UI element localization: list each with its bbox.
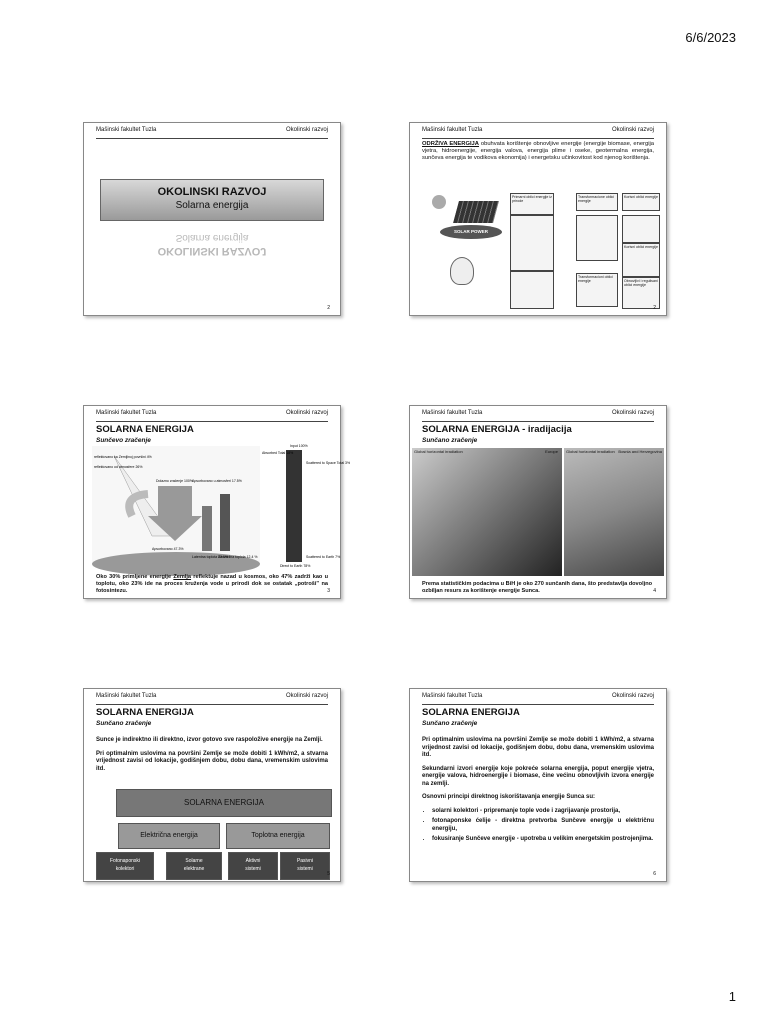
title-banner <box>100 179 324 221</box>
svg-text:Dolazno zračenje 100%: Dolazno zračenje 100% <box>156 479 193 483</box>
map-title: Global horizontal irradiation <box>566 449 615 454</box>
slide-number: 4 <box>653 588 656 594</box>
flow-box: Transformacione oblici energije <box>576 193 618 211</box>
flow-box <box>622 215 660 243</box>
list-item: • fotonaponske ćelije - direktna pretvorba Sunčeve energije u električnu energiju, <box>432 818 654 833</box>
slide-text: ODRŽIVA ENERGIJA obuhvata korištenje obnovljive energije (energije biomase, energija vjetra, hidroenergije, energija valova, energija plime i oseke, geotermalna energija, sunčeva energija te vodikova ekonomija) i energetsku učinkovitost kod njenog korištenja. <box>422 141 655 161</box>
diagram-leaf: Solarne elektrane <box>166 852 222 880</box>
europe-irradiation-map <box>412 448 562 576</box>
slide-header: Mašinski fakultet Tuzla Okolinski razvoj <box>422 127 654 139</box>
slide-title: SOLARNA ENERGIJA - iradijacija <box>422 424 572 435</box>
bih-irradiation-map <box>564 448 664 576</box>
flow-box <box>510 271 554 309</box>
svg-text:Input 100%: Input 100% <box>290 444 308 448</box>
energy-balance-diagram <box>92 446 260 566</box>
solar-panel-icon <box>453 201 499 223</box>
bullet-list <box>422 808 654 844</box>
map-region: Bosnia and Herzegovina <box>618 449 662 454</box>
map-title: Global horizontal irradiation <box>414 449 463 454</box>
slide-title: OKOLINSKI RAZVOJ <box>157 186 267 198</box>
zemlja-link[interactable]: Zemlja <box>173 574 192 580</box>
flow-box: Transformacioni oblici energije <box>576 273 618 307</box>
print-date: 6/6/2023 <box>685 30 736 45</box>
svg-text:Senzibilna toplota 12.4 %: Senzibilna toplota 12.4 % <box>218 555 258 559</box>
flow-box <box>510 215 554 271</box>
list-item: • fokusiranje Sunčeve energije - upotreba u velikim energetskim postrojenjima. <box>432 836 654 844</box>
slide-3 <box>83 405 351 599</box>
slide-text: Pri optimalnim uslovima na površini Zemlje se može dobiti 1 kWh/m2, a stvarna vrijednost zavisi od lokacije, godišnjem dobu, dobu dana, vremenskim uslovima itd. Sekundarni izvori energije koje pokreće solarna energija, poput energije vjetra, energije valova, hidroenergije i biomase, čine većinu obnovljivih izvora energije na zemlji. Osnovni principi direktnog iskorištavanja energije Sunca su: • solarni kolektori - pripremanje tople vode i zagrijavanje prostorija, • fotonaponske ćelije - direktna pretvorba Sunčeve energije u električnu energiju, • fokusiranje Sunčeve energije - upotreba u velikim energetskim postrojenjima. <box>422 737 654 847</box>
slide-title: SOLARNA ENERGIJA <box>96 424 194 435</box>
diagram-leaf: Pasivni sistemi <box>280 852 330 880</box>
slide-text: Sunce je indirektno ili direktno, izvor gotovo sve raspoložive energije na Zemlji. Pri optimalnim uslovima na površini Zemlje se može dobiti 1 kWh/m2, a stvarna vrijednost zavisi od lokacije, godišnjem dobu, dobu dana, vremenskim uslovima itd. <box>96 737 328 772</box>
slide-number: 2 <box>653 305 656 311</box>
solar-panel-illustration <box>426 195 506 249</box>
slide-header: Mašinski fakultet Tuzla Okolinski razvoj <box>422 693 654 705</box>
slide-title: SOLARNA ENERGIJA <box>96 707 194 718</box>
flow-box: Obnovljivi i regulisani oblici energije <box>622 277 660 309</box>
svg-text:reflektovano ka Zemljinoj povr: reflektovano ka Zemljinoj površini 4% <box>94 455 152 459</box>
lightbulb-icon <box>450 257 474 285</box>
title-reflection: OKOLINSKI RAZVOJ Solarna energija <box>157 232 267 257</box>
slide-header: Mašinski fakultet Tuzla Okolinski razvoj <box>96 693 328 705</box>
list-item: • solarni kolektori - pripremanje tople vode i zagrijavanje prostorija, <box>432 808 654 816</box>
slide-subtitle: Sunčano zračenje <box>96 720 152 727</box>
slide-6 <box>409 688 667 882</box>
diagram-electric: Električna energija <box>118 823 220 849</box>
slide-number: 5 <box>327 871 330 877</box>
flow-box <box>576 215 618 261</box>
flow-box: Korisni oblici energije <box>622 243 660 277</box>
diagram-leaf: Aktivni sistemi <box>228 852 278 880</box>
svg-text:Direct to Earth 78%: Direct to Earth 78% <box>280 564 311 568</box>
slide-number: 2 <box>327 305 330 311</box>
svg-text:Scattered to Space Total 3%: Scattered to Space Total 3% <box>306 461 351 465</box>
atmosphere-column-diagram <box>262 440 351 568</box>
slide-text: Oko 30% primljene energije Zemlja reflektuje nazad u kosmos, oko 47% zadrži kao u toplotu, oko 23% ide na proces kruženja vode u prirodi dok se ostatak „potroši" na fotosintezu. <box>96 574 328 594</box>
latent-heat-bar <box>202 506 212 551</box>
slide-5 <box>83 688 341 882</box>
svg-text:Latentna toplota 23.5%: Latentna toplota 23.5% <box>192 555 229 559</box>
slide-subtitle: Sunčevo zračenje <box>96 437 151 444</box>
svg-text:reflektovano od atmosfere 26%: reflektovano od atmosfere 26% <box>94 465 143 469</box>
slide-1 <box>83 122 341 316</box>
slide-header: Mašinski fakultet Tuzla Okolinski razvoj <box>96 410 328 422</box>
sun-icon <box>432 195 446 209</box>
atmosphere-column <box>286 450 302 562</box>
flow-box: Primarni oblici energije iz prirode <box>510 193 554 215</box>
flow-box: Korisni oblici energije <box>622 193 660 211</box>
sensible-heat-bar <box>220 494 230 551</box>
slide-subtitle: Sunčano zračenje <box>422 437 478 444</box>
slide-4 <box>409 405 667 599</box>
svg-text:Scattered to Earth 7%: Scattered to Earth 7% <box>306 555 341 559</box>
slide-subtitle: Solarna energija <box>175 200 249 211</box>
diagram-thermal: Toplotna energija <box>226 823 330 849</box>
slide-title: SOLARNA ENERGIJA <box>422 707 520 718</box>
diagram-leaf: Fotonaponski kolektori <box>96 852 154 880</box>
diagram-root: SOLARNA ENERGIJA <box>116 789 332 817</box>
svg-text:Absorbed Total 18%: Absorbed Total 18% <box>262 451 294 455</box>
solar-power-badge: SOLAR POWER <box>440 225 502 239</box>
map-caption: Prema statističkim podacima u BiH je oko 270 sunčanih dana, što predstavlja dovoljno ozbiljan resurs za korištenje energije Sunca. <box>422 581 653 594</box>
slide-subtitle: Sunčano zračenje <box>422 720 478 727</box>
page-number: 1 <box>728 989 736 1004</box>
svg-text:Apsorbovano 47.3%: Apsorbovano 47.3% <box>152 547 184 551</box>
slide-number: 6 <box>653 871 656 877</box>
slide-header: Mašinski fakultet Tuzla Okolinski razvoj <box>422 410 654 422</box>
slide-header: Mašinski fakultet Tuzla Okolinski razvoj <box>96 127 328 139</box>
map-region: Europe <box>545 449 558 454</box>
slide-number: 3 <box>327 588 330 594</box>
svg-text:Apsorbovano u atmosferi 17.5%: Apsorbovano u atmosferi 17.5% <box>192 479 242 483</box>
slide-2 <box>409 122 667 316</box>
